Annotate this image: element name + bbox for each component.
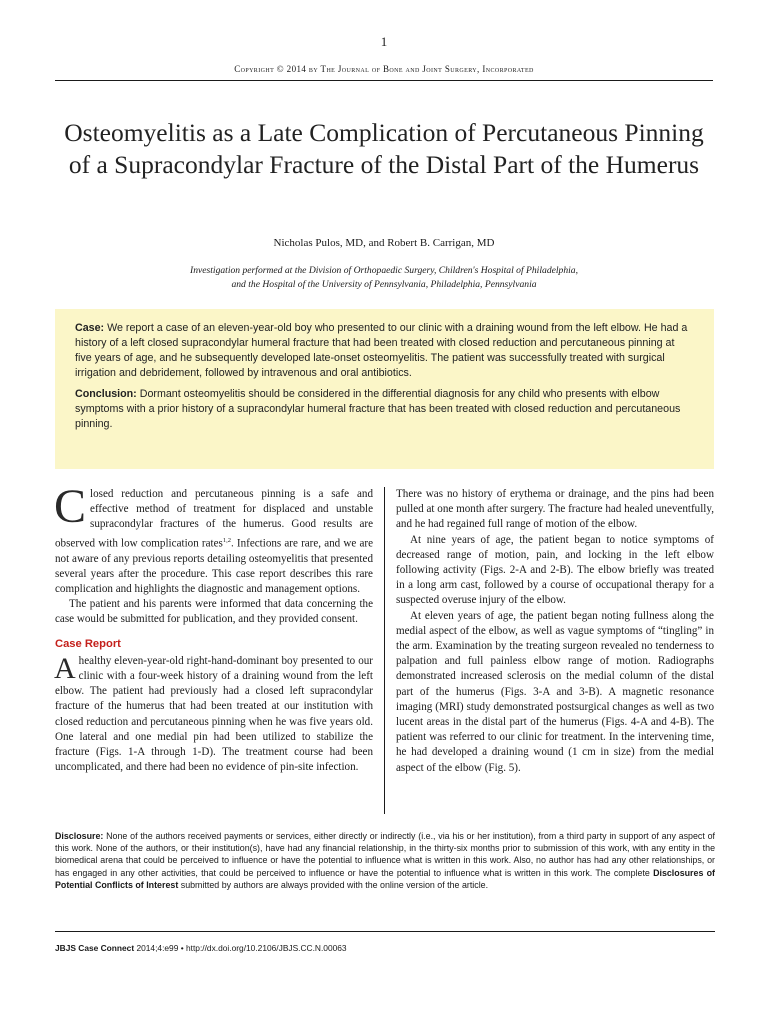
abstract-case-label: Case:: [75, 322, 105, 334]
footer-bullet: •: [180, 943, 184, 953]
affiliation-line-1: Investigation performed at the Division of Orthopaedic Surgery, Children's Hospital of Philadelphia,: [190, 265, 578, 276]
copyright-notice: Copyright © 2014 by The Journal of Bone and Joint Surgery, Incorporated: [234, 64, 534, 74]
disclosure-link[interactable]: Disclosures of Potential Conflicts of Interest: [55, 867, 715, 890]
article-title: Osteomyelitis as a Late Complication of Percutaneous Pinning of a Supracondylar Fracture of the Distal Part of the Humerus: [64, 118, 704, 179]
case-report-heading: Case Report: [55, 637, 121, 650]
citation-superscript: 1,2: [222, 536, 231, 544]
case-drop-cap: A: [54, 651, 76, 685]
footer-journal: JBJS Case Connect: [55, 943, 135, 953]
right-paragraph-2: At nine years of age, the patient began to notice symptoms of decreased range of motion, pain, and locking in the left elbow following activity (Figs. 2-A and 2-B). The elbow briefly was treated in a long arm cast, followed by a course of occupational therapy for a suspected overuse injury of the elbow.: [396, 533, 714, 607]
intro-text-2: . Infections are rare, and we are not aware of any previous reports detailing osteomyelitis that presented several years after the procedure. This case report describes this rare complication and highlights the diagnostic and management options.: [55, 537, 373, 595]
right-paragraph-3: At eleven years of age, the patient began noting fullness along the medial aspect of the elbow, as well as vague symptoms of “tingling” in the arm. Examination by the treating surgeon revealed no tenderness to palpation and full painless elbow range of motion. Radiographs demonstrated increased sclerosis on the medial column of the distal part of the humerus (Figs. 3-A and 3-B). A magnetic resonance imaging (MRI) study demonstrated postsurgical changes as well as two lucent areas in the distal part of the humerus (Figs. 4-A and 4-B). The patient was referred to our clinic for treatment. In the intervening time, he had developed a draining wound (1 cm in size) from the medial aspect of the elbow (Fig. 5).: [396, 609, 714, 774]
disclosure-label: Disclosure:: [55, 831, 104, 841]
left-column: [54, 480, 373, 775]
article-authors: Nicholas Pulos, MD, and Robert B. Carrigan, MD: [273, 237, 495, 249]
column-divider: [384, 487, 385, 814]
right-paragraph-1: There was no history of erythema or drainage, and the pins had been pulled at one month after surgery. The fracture had healed uneventfully, and he had regained full range of motion of the elbow.: [396, 488, 714, 531]
page-number: 1: [380, 34, 388, 49]
disclosure-text: None of the authors received payments or services, either directly or indirectly (i.e., via his or her institution), from a third party in support of any aspect of this work. None of the authors, or their institution(s), have had any financial relationship, in the thirty-six months prior to submission of this work, with any entity in the biomedical arena that could be perceived to influence or have the potential to influence what is written in this work. Also, no author has had any other relationships, or has engaged in any other activities, that could be perceived to influence or have the potential to influence what is written in this work. The complete: [55, 831, 716, 878]
right-column: [396, 487, 714, 776]
intro-paragraph-2: The patient and his parents were informed that data concerning the case would be submitted for publication, and they provided consent.: [55, 598, 373, 626]
footer-citation: 2014;4:e99: [136, 943, 179, 953]
abstract-box: [55, 309, 714, 469]
abstract-conclusion: [75, 387, 694, 432]
footer-rule: [55, 931, 715, 932]
disclosure-note: [55, 830, 715, 891]
article-affiliation: [60, 264, 708, 292]
header-rule: [55, 80, 713, 81]
abstract-case: [75, 321, 694, 381]
footer-doi-link[interactable]: http://dx.doi.org/10.2106/JBJS.CC.N.00063: [185, 943, 347, 953]
case-text-1: healthy eleven-year-old right-hand-dominant boy presented to our clinic with a four-week history of a draining wound from the left elbow. The patient had previously had a closed left supracondylar fracture of the humerus that had been treated at our institution with closed reduction and percutaneous pinning when he was five years old. One lateral and one medial pin had been utilized to stabilize the fracture (Figs. 1-A through 1-D). The treatment course had been uncomplicated, and there had been no evidence of pin-site infection.: [55, 654, 373, 774]
disclosure-tail: submitted by authors are always provided with the online version of the article.: [180, 879, 489, 890]
page-footer: [55, 943, 715, 953]
affiliation-line-2: and the Hospital of the University of Pennsylvania, Philadelphia, Pennsylvania: [231, 279, 537, 290]
abstract-conclusion-text: Dormant osteomyelitis should be considered in the differential diagnosis for any child who presents with elbow symptoms with a prior history of a supracondylar humeral fracture that has been treated with closed reduction and percutaneous pinning.: [75, 388, 681, 430]
case-paragraph-1: [54, 651, 373, 776]
abstract-case-text: We report a case of an eleven-year-old boy who presented to our clinic with a draining wound from the left elbow. He had a history of a left closed supracondylar humeral fracture that had been treated with closed reduction and percutaneous pinning at five years of age, and he subsequently developed late-onset osteomyelitis. The patient was successfully treated with surgical irrigation and debridement, followed by intravenous and oral antibiotics.: [75, 322, 688, 379]
abstract-conclusion-label: Conclusion:: [75, 388, 137, 400]
intro-text-1: losed reduction and percutaneous pinning is a safe and effective method of treatment for displaced and unstable supracondylar fractures of the humerus. Good results are observed with low complication rates: [55, 488, 373, 550]
intro-paragraph-1: [54, 480, 373, 597]
intro-drop-cap: C: [54, 480, 87, 533]
